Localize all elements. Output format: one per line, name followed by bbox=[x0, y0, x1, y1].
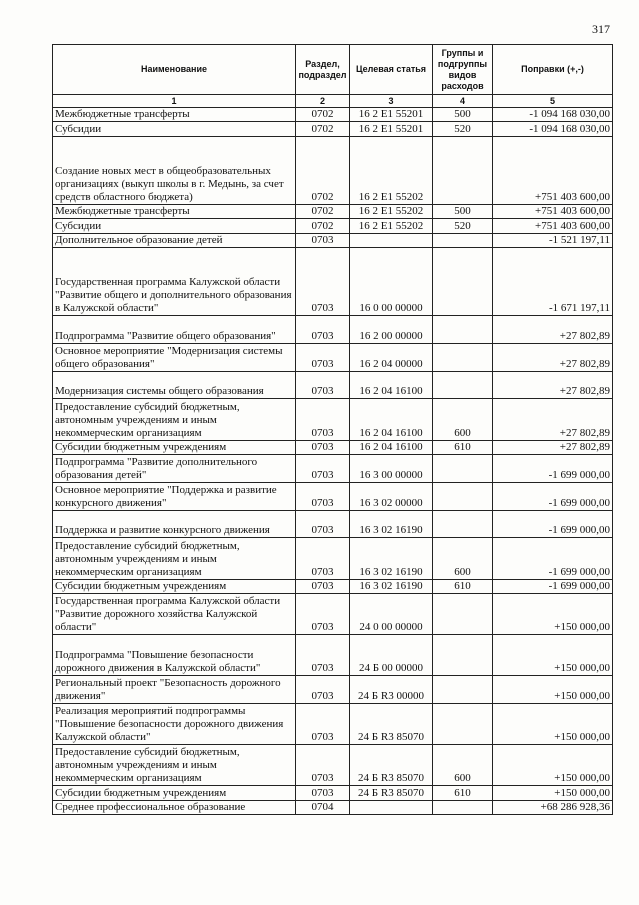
col-number-4: 4 bbox=[433, 95, 493, 108]
row-amount-cell: -1 699 000,00 bbox=[493, 454, 613, 482]
col-number-2: 2 bbox=[296, 95, 350, 108]
row-amount-cell: -1 699 000,00 bbox=[493, 538, 613, 579]
row-name-cell: Предоставление субсидий бюджетным, автономным учреждениям и иным некоммерческим организациям bbox=[53, 399, 296, 440]
row-article-cell: 16 2 E1 55201 bbox=[350, 122, 433, 136]
table-row bbox=[53, 136, 613, 204]
row-article-cell: 24 Б R3 00000 bbox=[350, 676, 433, 704]
row-name-cell: Субсидии бюджетным учреждениям bbox=[53, 440, 296, 454]
row-section-cell: 0703 bbox=[296, 579, 350, 593]
row-group-cell bbox=[433, 635, 493, 676]
row-name-cell: Межбюджетные трансферты bbox=[53, 204, 296, 218]
row-article-cell: 16 3 02 16190 bbox=[350, 579, 433, 593]
row-amount-cell: +27 802,89 bbox=[493, 440, 613, 454]
table-row bbox=[53, 122, 613, 136]
row-section-cell: 0703 bbox=[296, 635, 350, 676]
row-group-cell bbox=[433, 800, 493, 814]
row-section-cell: 0702 bbox=[296, 219, 350, 233]
row-amount-cell: -1 699 000,00 bbox=[493, 579, 613, 593]
row-name-cell: Подпрограмма "Развитие дополнительного образования детей" bbox=[53, 454, 296, 482]
table-row bbox=[53, 440, 613, 454]
row-article-cell: 16 0 00 00000 bbox=[350, 247, 433, 315]
row-group-cell bbox=[433, 510, 493, 538]
row-amount-cell: +150 000,00 bbox=[493, 786, 613, 800]
table-row bbox=[53, 635, 613, 676]
row-group-cell: 610 bbox=[433, 786, 493, 800]
row-amount-cell: -1 094 168 030,00 bbox=[493, 122, 613, 136]
table-row bbox=[53, 315, 613, 343]
row-section-cell: 0703 bbox=[296, 510, 350, 538]
row-section-cell: 0703 bbox=[296, 371, 350, 399]
row-section-cell: 0702 bbox=[296, 108, 350, 122]
col-number-1: 1 bbox=[53, 95, 296, 108]
row-group-cell bbox=[433, 454, 493, 482]
row-section-cell: 0703 bbox=[296, 440, 350, 454]
row-name-cell: Государственная программа Калужской области "Развитие дорожного хозяйства Калужской области" bbox=[53, 593, 296, 634]
row-article-cell: 16 2 E1 55202 bbox=[350, 204, 433, 218]
row-group-cell bbox=[433, 233, 493, 247]
row-article-cell: 16 3 02 16190 bbox=[350, 510, 433, 538]
table-row bbox=[53, 593, 613, 634]
row-group-cell: 600 bbox=[433, 399, 493, 440]
header-groups: Группы и подгруппы видов расходов bbox=[433, 45, 493, 95]
table-body bbox=[53, 108, 613, 815]
row-section-cell: 0703 bbox=[296, 343, 350, 371]
row-section-cell: 0703 bbox=[296, 482, 350, 510]
row-name-cell: Региональный проект "Безопасность дорожного движения" bbox=[53, 676, 296, 704]
row-amount-cell: -1 094 168 030,00 bbox=[493, 108, 613, 122]
row-amount-cell: +27 802,89 bbox=[493, 343, 613, 371]
row-name-cell: Субсидии бюджетным учреждениям bbox=[53, 579, 296, 593]
table-row bbox=[53, 204, 613, 218]
row-name-cell: Основное мероприятие "Модернизация системы общего образования" bbox=[53, 343, 296, 371]
table-row bbox=[53, 371, 613, 399]
row-article-cell: 24 Б R3 85070 bbox=[350, 704, 433, 745]
table-row bbox=[53, 219, 613, 233]
row-amount-cell: +150 000,00 bbox=[493, 704, 613, 745]
header-name: Наименование bbox=[53, 45, 296, 95]
row-amount-cell: -1 699 000,00 bbox=[493, 482, 613, 510]
row-amount-cell: +27 802,89 bbox=[493, 371, 613, 399]
row-article-cell: 16 2 04 16100 bbox=[350, 399, 433, 440]
row-section-cell: 0703 bbox=[296, 247, 350, 315]
row-article-cell: 16 2 00 00000 bbox=[350, 315, 433, 343]
row-article-cell: 16 2 E1 55201 bbox=[350, 108, 433, 122]
row-name-cell: Поддержка и развитие конкурсного движения bbox=[53, 510, 296, 538]
row-name-cell: Межбюджетные трансферты bbox=[53, 108, 296, 122]
row-amount-cell: +27 802,89 bbox=[493, 315, 613, 343]
header-amendments: Поправки (+,-) bbox=[493, 45, 613, 95]
table-row bbox=[53, 538, 613, 579]
column-number-row bbox=[53, 95, 613, 108]
row-name-cell: Среднее профессиональное образование bbox=[53, 800, 296, 814]
row-amount-cell: +150 000,00 bbox=[493, 635, 613, 676]
row-section-cell: 0702 bbox=[296, 136, 350, 204]
table-row bbox=[53, 233, 613, 247]
row-name-cell: Дополнительное образование детей bbox=[53, 233, 296, 247]
row-article-cell: 24 Б R3 85070 bbox=[350, 786, 433, 800]
row-group-cell: 520 bbox=[433, 219, 493, 233]
row-article-cell: 16 2 04 16100 bbox=[350, 371, 433, 399]
row-article-cell bbox=[350, 800, 433, 814]
row-group-cell bbox=[433, 676, 493, 704]
row-group-cell: 500 bbox=[433, 108, 493, 122]
row-section-cell: 0703 bbox=[296, 704, 350, 745]
table-row bbox=[53, 579, 613, 593]
row-section-cell: 0703 bbox=[296, 745, 350, 786]
col-number-3: 3 bbox=[350, 95, 433, 108]
header-article: Целевая статья bbox=[350, 45, 433, 95]
row-section-cell: 0703 bbox=[296, 676, 350, 704]
table-row bbox=[53, 247, 613, 315]
row-amount-cell: -1 671 197,11 bbox=[493, 247, 613, 315]
row-name-cell: Подпрограмма "Повышение безопасности дорожного движения в Калужской области" bbox=[53, 635, 296, 676]
row-group-cell: 610 bbox=[433, 440, 493, 454]
row-name-cell: Субсидии bbox=[53, 122, 296, 136]
row-article-cell: 16 3 02 00000 bbox=[350, 482, 433, 510]
row-amount-cell: +150 000,00 bbox=[493, 676, 613, 704]
row-amount-cell: +150 000,00 bbox=[493, 593, 613, 634]
table-row bbox=[53, 800, 613, 814]
row-section-cell: 0703 bbox=[296, 538, 350, 579]
row-name-cell: Предоставление субсидий бюджетным, автономным учреждениям и иным некоммерческим организациям bbox=[53, 538, 296, 579]
row-section-cell: 0703 bbox=[296, 399, 350, 440]
row-article-cell: 24 Б 00 00000 bbox=[350, 635, 433, 676]
row-section-cell: 0702 bbox=[296, 122, 350, 136]
row-article-cell: 16 2 E1 55202 bbox=[350, 219, 433, 233]
page-number: 317 bbox=[592, 22, 610, 36]
table-row bbox=[53, 482, 613, 510]
row-group-cell bbox=[433, 704, 493, 745]
row-group-cell bbox=[433, 247, 493, 315]
row-amount-cell: +150 000,00 bbox=[493, 745, 613, 786]
row-name-cell: Модернизация системы общего образования bbox=[53, 371, 296, 399]
row-name-cell: Подпрограмма "Развитие общего образования" bbox=[53, 315, 296, 343]
row-group-cell: 500 bbox=[433, 204, 493, 218]
table-row bbox=[53, 676, 613, 704]
table-row bbox=[53, 399, 613, 440]
row-section-cell: 0703 bbox=[296, 593, 350, 634]
row-group-cell bbox=[433, 136, 493, 204]
row-name-cell: Основное мероприятие "Поддержка и развитие конкурсного движения" bbox=[53, 482, 296, 510]
row-name-cell: Создание новых мест в общеобразовательных организациях (выкуп школы в г. Медынь, за счет средств областного бюджета) bbox=[53, 136, 296, 204]
table-row bbox=[53, 510, 613, 538]
row-article-cell bbox=[350, 233, 433, 247]
header-row bbox=[53, 45, 613, 95]
row-name-cell: Предоставление субсидий бюджетным, автономным учреждениям и иным некоммерческим организациям bbox=[53, 745, 296, 786]
row-section-cell: 0702 bbox=[296, 204, 350, 218]
row-section-cell: 0703 bbox=[296, 454, 350, 482]
row-group-cell: 610 bbox=[433, 579, 493, 593]
row-article-cell: 16 2 E1 55202 bbox=[350, 136, 433, 204]
row-group-cell bbox=[433, 343, 493, 371]
row-section-cell: 0703 bbox=[296, 315, 350, 343]
row-group-cell bbox=[433, 371, 493, 399]
row-section-cell: 0703 bbox=[296, 233, 350, 247]
row-article-cell: 16 2 04 16100 bbox=[350, 440, 433, 454]
row-amount-cell: +751 403 600,00 bbox=[493, 136, 613, 204]
row-name-cell: Субсидии bbox=[53, 219, 296, 233]
row-section-cell: 0704 bbox=[296, 800, 350, 814]
row-group-cell bbox=[433, 482, 493, 510]
budget-amendments-table bbox=[52, 44, 613, 815]
row-article-cell: 24 0 00 00000 bbox=[350, 593, 433, 634]
row-article-cell: 16 2 04 00000 bbox=[350, 343, 433, 371]
row-name-cell: Субсидии бюджетным учреждениям bbox=[53, 786, 296, 800]
table-row bbox=[53, 454, 613, 482]
row-group-cell bbox=[433, 593, 493, 634]
row-amount-cell: +68 286 928,36 bbox=[493, 800, 613, 814]
table-row bbox=[53, 108, 613, 122]
table-row bbox=[53, 745, 613, 786]
row-amount-cell: +751 403 600,00 bbox=[493, 219, 613, 233]
table-row bbox=[53, 704, 613, 745]
row-article-cell: 24 Б R3 85070 bbox=[350, 745, 433, 786]
row-name-cell: Реализация мероприятий подпрограммы "Повышение безопасности дорожного движения Калужской области" bbox=[53, 704, 296, 745]
row-amount-cell: -1 699 000,00 bbox=[493, 510, 613, 538]
row-article-cell: 16 3 00 00000 bbox=[350, 454, 433, 482]
row-section-cell: 0703 bbox=[296, 786, 350, 800]
table-row bbox=[53, 343, 613, 371]
row-group-cell bbox=[433, 315, 493, 343]
header-section: Раздел, подраздел bbox=[296, 45, 350, 95]
col-number-5: 5 bbox=[493, 95, 613, 108]
row-amount-cell: -1 521 197,11 bbox=[493, 233, 613, 247]
row-group-cell: 600 bbox=[433, 745, 493, 786]
row-name-cell: Государственная программа Калужской области "Развитие общего и дополнительного образования в Калужской области" bbox=[53, 247, 296, 315]
row-group-cell: 600 bbox=[433, 538, 493, 579]
row-article-cell: 16 3 02 16190 bbox=[350, 538, 433, 579]
table-row bbox=[53, 786, 613, 800]
row-amount-cell: +751 403 600,00 bbox=[493, 204, 613, 218]
row-group-cell: 520 bbox=[433, 122, 493, 136]
row-amount-cell: +27 802,89 bbox=[493, 399, 613, 440]
